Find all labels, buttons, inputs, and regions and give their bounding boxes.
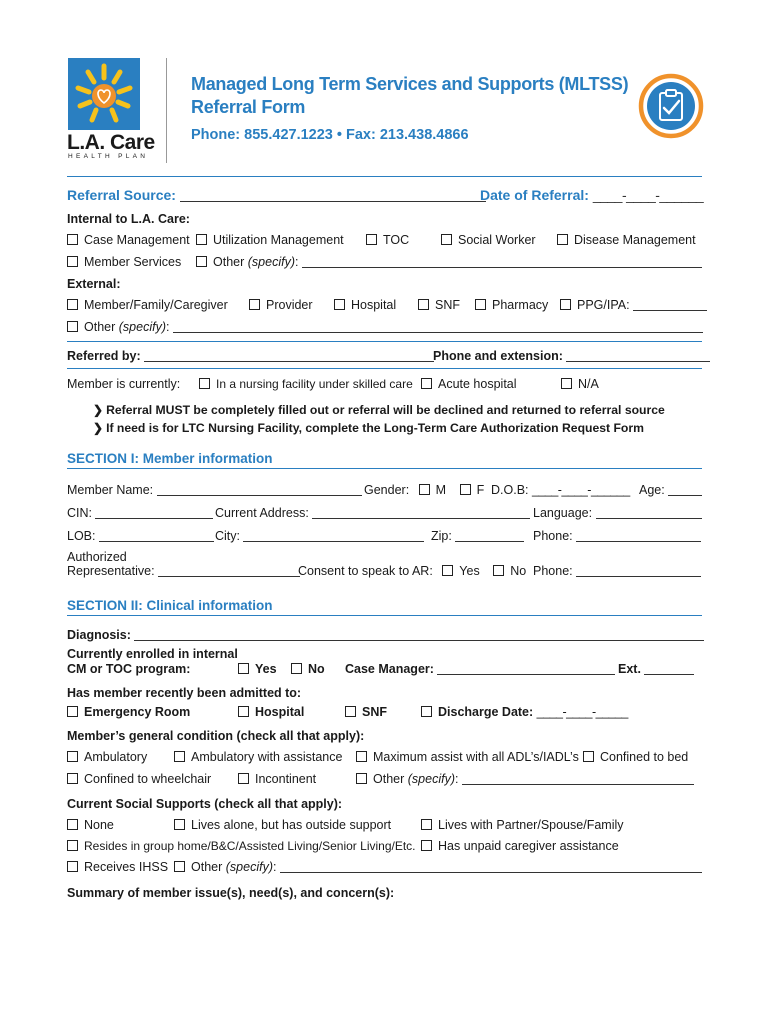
- checkbox[interactable]: [67, 321, 78, 332]
- zip-label: Zip:: [431, 529, 452, 543]
- option-label: No: [308, 662, 325, 676]
- external-opt-family[interactable]: [67, 298, 228, 312]
- checkbox[interactable]: [67, 299, 78, 310]
- gender-row: [364, 483, 484, 497]
- lob-row: [67, 529, 214, 543]
- address-field[interactable]: [312, 507, 530, 519]
- phone-field[interactable]: [576, 530, 701, 542]
- general-ambulatory[interactable]: [67, 750, 147, 764]
- checkbox[interactable]: [334, 299, 345, 310]
- option-label: Yes: [255, 662, 277, 676]
- diagnosis-label: Diagnosis:: [67, 628, 131, 642]
- referral-source-label: Referral Source:: [67, 187, 176, 203]
- summary-area[interactable]: [67, 906, 702, 1006]
- internal-opt-social-worker[interactable]: [441, 233, 536, 247]
- discharge-row: [421, 705, 628, 719]
- checkbox[interactable]: [67, 751, 78, 762]
- internal-opt-member-services[interactable]: [67, 255, 181, 269]
- language-field[interactable]: [596, 507, 702, 519]
- admitted-snf[interactable]: [345, 705, 387, 719]
- language-label: Language:: [533, 506, 593, 520]
- phone-fax: Phone: 855.427.1223 • Fax: 213.438.4866: [191, 127, 469, 143]
- internal-opt-disease-mgmt[interactable]: [557, 233, 696, 247]
- social-ihss[interactable]: [67, 860, 168, 874]
- option-label: Case Management: [84, 233, 190, 247]
- social-unpaid[interactable]: [421, 839, 619, 853]
- checkbox[interactable]: [199, 378, 210, 389]
- member-name-label: Member Name:: [67, 483, 154, 497]
- consent-row: [298, 564, 526, 578]
- chevron-right-icon: ❯: [93, 403, 104, 417]
- consent-no-checkbox[interactable]: [493, 565, 504, 576]
- option-label: Pharmacy: [492, 298, 549, 312]
- age-label: Age:: [639, 483, 665, 497]
- date-of-referral-label: Date of Referral:: [480, 187, 589, 203]
- option-label: SNF: [362, 705, 387, 719]
- external-opt-ppg-ipa[interactable]: [560, 298, 707, 312]
- member-opt-nursing[interactable]: [199, 377, 413, 391]
- note-text: Referral MUST be completely filled out or referral will be declined and returned to referral source: [106, 403, 665, 417]
- option-label: Utilization Management: [213, 233, 344, 247]
- ext-field[interactable]: [644, 663, 694, 675]
- social-partner[interactable]: [421, 818, 624, 832]
- admitted-hospital[interactable]: [238, 705, 304, 719]
- checkbox[interactable]: [249, 299, 260, 310]
- internal-opt-toc[interactable]: [366, 233, 409, 247]
- ar-phone-row: [533, 564, 701, 578]
- general-incontinent[interactable]: [238, 772, 316, 786]
- checkbox[interactable]: [557, 234, 568, 245]
- option-label: Has unpaid caregiver assistance: [438, 839, 619, 853]
- specify-hint: (specify): [407, 772, 455, 786]
- sun-heart-icon: [68, 58, 140, 130]
- social-none[interactable]: [67, 818, 114, 832]
- external-opt-snf[interactable]: [418, 298, 460, 312]
- checkbox[interactable]: [196, 234, 207, 245]
- option-label: Confined to bed: [600, 750, 689, 764]
- discharge-field[interactable]: ____-____-_____: [536, 705, 628, 719]
- la-care-logo: [68, 58, 140, 130]
- social-label: Current Social Supports (check all that apply):: [67, 797, 343, 811]
- lob-field[interactable]: [99, 530, 214, 542]
- checkbox[interactable]: [67, 234, 78, 245]
- external-opt-pharmacy[interactable]: [475, 298, 548, 312]
- case-manager-row: [345, 662, 615, 676]
- referral-source-row: [67, 187, 486, 203]
- phone-ext-field[interactable]: [566, 350, 710, 362]
- option-label: Social Worker: [458, 233, 536, 247]
- option-label: Confined to wheelchair: [84, 772, 212, 786]
- date-of-referral-field[interactable]: ____-____-______: [592, 187, 704, 203]
- ext-row: [618, 662, 694, 676]
- checkbox[interactable]: [174, 861, 185, 872]
- option-label: Ambulatory with assistance: [191, 750, 343, 764]
- checkbox[interactable]: [441, 234, 452, 245]
- checkbox[interactable]: [366, 234, 377, 245]
- internal-opt-other[interactable]: Other (specify):: [196, 255, 702, 269]
- option-label: Disease Management: [574, 233, 696, 247]
- general-label: Member’s general condition (check all that apply):: [67, 729, 365, 743]
- specify-hint: (specify): [247, 255, 295, 269]
- consent-yes-label: Yes: [459, 564, 480, 578]
- option-label: Other: [373, 772, 405, 786]
- internal-opt-utilization[interactable]: [196, 233, 344, 247]
- member-opt-na[interactable]: [561, 377, 599, 391]
- checkbox[interactable]: [561, 378, 572, 389]
- cin-row: [67, 506, 213, 520]
- rule: [67, 341, 702, 342]
- option-label: In a nursing facility under skilled care: [216, 377, 413, 391]
- ext-label: Ext.: [618, 662, 641, 676]
- internal-other-field[interactable]: [302, 256, 702, 268]
- date-of-referral: [480, 187, 703, 203]
- enrolled-label-1: Currently enrolled in internal: [67, 647, 238, 661]
- logo-name: L.A. Care: [67, 131, 155, 154]
- checkbox[interactable]: [583, 751, 594, 762]
- phone-row: [533, 529, 701, 543]
- city-row: [215, 529, 424, 543]
- discharge-checkbox[interactable]: [421, 706, 432, 717]
- note-required: [93, 403, 665, 417]
- section2-heading: SECTION II: Clinical information: [67, 598, 273, 613]
- ppg-ipa-field[interactable]: [633, 299, 707, 311]
- gender-f-label: F: [476, 483, 485, 497]
- checkbox[interactable]: [560, 299, 571, 310]
- option-label: N/A: [578, 377, 599, 391]
- option-label: Receives IHSS: [84, 860, 169, 874]
- cin-field[interactable]: [95, 507, 213, 519]
- checkbox[interactable]: [421, 378, 432, 389]
- checkbox[interactable]: [418, 299, 429, 310]
- general-ambulatory-assist[interactable]: [174, 750, 342, 764]
- consent-no-label: No: [510, 564, 527, 578]
- option-label: Other: [213, 255, 245, 269]
- option-label: Emergency Room: [84, 705, 191, 719]
- option-label: Resides in group home/B&C/Assisted Living/Senior Living/Etc.: [84, 839, 416, 853]
- referral-source-field[interactable]: [180, 190, 486, 202]
- checkbox[interactable]: [67, 819, 78, 830]
- checkbox[interactable]: [67, 773, 78, 784]
- enrolled-yes[interactable]: [238, 662, 277, 676]
- language-row: [533, 506, 702, 520]
- option-label: Other: [84, 320, 116, 334]
- option-label: Acute hospital: [438, 377, 517, 391]
- case-manager-field[interactable]: [437, 663, 615, 675]
- ar-phone-field[interactable]: [576, 565, 701, 577]
- note-text: If need is for LTC Nursing Facility, complete the Long-Term Care Authorization Request Form: [106, 421, 644, 435]
- section1-rule: [67, 468, 702, 469]
- auth-field[interactable]: [158, 565, 300, 577]
- rule: [67, 368, 702, 369]
- zip-field[interactable]: [455, 530, 524, 542]
- option-label: None: [84, 818, 114, 832]
- member-name-row: [67, 483, 362, 497]
- cin-label: CIN:: [67, 506, 92, 520]
- dob-row: [491, 483, 630, 497]
- referred-by-row: [67, 349, 434, 363]
- gender-m-label: M: [435, 483, 447, 497]
- form-title: Managed Long Term Services and Supports (MLTSS): [191, 74, 629, 94]
- checkbox[interactable]: [238, 706, 249, 717]
- enrolled-label-2: CM or TOC program:: [67, 662, 191, 676]
- referred-by-field[interactable]: [144, 350, 434, 362]
- internal-opt-case-management[interactable]: [67, 233, 190, 247]
- gender-label: Gender:: [364, 483, 410, 497]
- diagnosis-field[interactable]: [134, 629, 704, 641]
- option-label: SNF: [435, 298, 460, 312]
- gender-f-checkbox[interactable]: [460, 484, 471, 495]
- checkbox[interactable]: [67, 861, 78, 872]
- option-label: PPG/IPA:: [577, 298, 630, 312]
- option-label: Provider: [266, 298, 313, 312]
- checkbox[interactable]: [356, 773, 367, 784]
- member-opt-acute[interactable]: [421, 377, 517, 391]
- city-field[interactable]: [243, 530, 424, 542]
- checkbox[interactable]: [67, 706, 78, 717]
- option-label: Hospital: [255, 705, 305, 719]
- checkbox[interactable]: [174, 751, 185, 762]
- option-label: Hospital: [351, 298, 397, 312]
- general-other-field[interactable]: [462, 773, 694, 785]
- checkbox[interactable]: [67, 256, 78, 267]
- checkbox[interactable]: [196, 256, 207, 267]
- option-label: Lives alone, but has outside support: [191, 818, 392, 832]
- admitted-label: Has member recently been admitted to:: [67, 686, 302, 700]
- summary-label: Summary of member issue(s), need(s), and concern(s):: [67, 886, 395, 900]
- address-label: Current Address:: [215, 506, 309, 520]
- diagnosis-row: [67, 628, 704, 642]
- phone-ext-label: Phone and extension:: [433, 349, 563, 363]
- option-label: Incontinent: [255, 772, 317, 786]
- checkbox[interactable]: [421, 819, 432, 830]
- auth-label-1: Authorized: [67, 550, 127, 564]
- external-opt-other[interactable]: Other (specify):: [67, 320, 703, 334]
- option-label: Ambulatory: [84, 750, 148, 764]
- social-other-field[interactable]: [280, 861, 702, 873]
- option-label: Other: [191, 860, 223, 874]
- address-row: [215, 506, 530, 520]
- checkbox[interactable]: [67, 840, 78, 851]
- checkbox[interactable]: [291, 663, 302, 674]
- external-opt-hospital[interactable]: [334, 298, 396, 312]
- checkbox[interactable]: [421, 840, 432, 851]
- general-max-assist[interactable]: [356, 750, 579, 764]
- phone-label: Phone:: [533, 529, 573, 543]
- checkbox[interactable]: [356, 751, 367, 762]
- option-label: Lives with Partner/Spouse/Family: [438, 818, 624, 832]
- zip-row: [431, 529, 524, 543]
- dob-label: D.O.B:: [491, 483, 529, 497]
- option-label: Maximum assist with all ADL’s/IADL’s: [373, 750, 579, 764]
- dob-field[interactable]: ____-____-______: [532, 483, 630, 497]
- social-other[interactable]: Other (specify):: [174, 860, 702, 874]
- social-group-home[interactable]: [67, 839, 416, 853]
- checkbox[interactable]: [174, 819, 185, 830]
- external-opt-provider[interactable]: [249, 298, 313, 312]
- section2-rule: [67, 615, 702, 616]
- phone-ext-row: [433, 349, 710, 363]
- header-rule: [67, 176, 702, 177]
- social-alone[interactable]: [174, 818, 391, 832]
- option-label: TOC: [383, 233, 410, 247]
- specify-hint: (specify): [118, 320, 166, 334]
- checkbox[interactable]: [238, 773, 249, 784]
- auth-row: [67, 564, 300, 578]
- discharge-label: Discharge Date:: [438, 705, 534, 719]
- member-name-field[interactable]: [157, 484, 362, 496]
- consent-label: Consent to speak to AR:: [298, 564, 433, 578]
- clipboard-check-icon: [638, 73, 704, 139]
- checkbox[interactable]: [475, 299, 486, 310]
- form-title-line2: Referral Form: [191, 97, 306, 117]
- checkbox[interactable]: [238, 663, 249, 674]
- internal-label: Internal to L.A. Care:: [67, 212, 190, 226]
- header-divider: [166, 58, 167, 163]
- general-wheelchair[interactable]: [67, 772, 211, 786]
- referred-by-label: Referred by:: [67, 349, 141, 363]
- option-label: Member/Family/Caregiver: [84, 298, 228, 312]
- case-manager-label: Case Manager:: [345, 662, 434, 676]
- logo-subtitle: HEALTH PLAN: [68, 153, 149, 160]
- auth-label-2: Representative:: [67, 564, 155, 578]
- member-currently-label: Member is currently:: [67, 377, 181, 391]
- admitted-er[interactable]: [67, 705, 190, 719]
- option-label: Member Services: [84, 255, 182, 269]
- checkbox[interactable]: [345, 706, 356, 717]
- age-row: [639, 483, 702, 497]
- chevron-right-icon: ❯: [93, 421, 104, 435]
- enrolled-no[interactable]: [291, 662, 325, 676]
- note-ltc: [93, 421, 644, 435]
- city-label: City:: [215, 529, 240, 543]
- ar-phone-label: Phone:: [533, 564, 573, 578]
- general-other[interactable]: Other (specify):: [356, 772, 694, 786]
- external-other-field[interactable]: [173, 321, 703, 333]
- gender-m-checkbox[interactable]: [419, 484, 430, 495]
- section1-heading: SECTION I: Member information: [67, 451, 273, 466]
- age-field[interactable]: [668, 484, 702, 496]
- external-label: External:: [67, 277, 121, 291]
- general-bed[interactable]: [583, 750, 688, 764]
- lob-label: LOB:: [67, 529, 96, 543]
- specify-hint: (specify): [225, 860, 273, 874]
- consent-yes-checkbox[interactable]: [442, 565, 453, 576]
